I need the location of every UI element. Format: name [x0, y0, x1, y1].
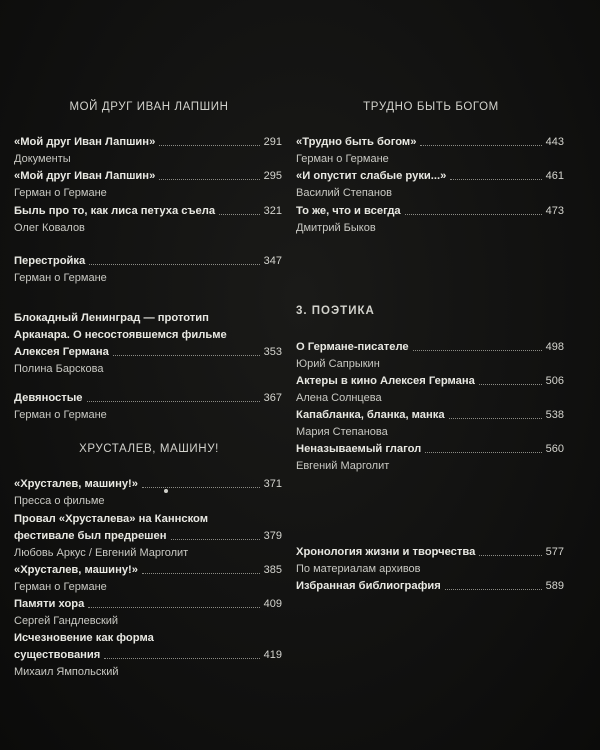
page-number: 291 [263, 136, 282, 148]
entry-author: Алена Солнцева [296, 392, 382, 404]
page-number: 347 [263, 255, 282, 267]
page-number: 473 [545, 205, 564, 217]
page-number: 506 [545, 375, 564, 387]
page-number: 321 [263, 205, 282, 217]
entry-title: Памяти хора [14, 598, 85, 610]
section-title-poetika: 3. ПОЭТИКА [296, 305, 375, 317]
entry-title-line: Провал «Хрусталева» на Каннском [14, 513, 208, 525]
toc-entry[interactable] [14, 476, 282, 509]
toc-entry[interactable] [296, 373, 564, 406]
toc-entry[interactable] [14, 310, 282, 377]
entry-title: Актеры в кино Алексея Германа [296, 375, 475, 387]
entry-author: Герман о Германе [296, 153, 389, 165]
entry-author: Олег Ковалов [14, 222, 85, 234]
entry-title-line: Арканара. О несостоявшемся фильме [14, 329, 227, 341]
entry-author: Герман о Германе [14, 409, 107, 421]
toc-entry[interactable] [14, 203, 282, 236]
entry-author: Герман о Германе [14, 272, 107, 284]
page-number: 461 [545, 170, 564, 182]
page-number: 577 [545, 546, 564, 558]
entry-title: Перестройка [14, 255, 86, 267]
entry-title: То же, что и всегда [296, 205, 401, 217]
entry-title: Капабланка, бланка, манка [296, 409, 445, 421]
entry-author: Сергей Гандлевский [14, 615, 119, 627]
entry-title-line: Исчезновение как форма [14, 632, 154, 644]
section-title-trudno: ТРУДНО БЫТЬ БОГОМ [363, 101, 499, 113]
entry-author: Евгений Марголит [296, 460, 390, 472]
entry-title: «Хрусталев, машину!» [14, 478, 138, 490]
entry-author: По материалам архивов [296, 563, 421, 575]
entry-title: Неназываемый глагол [296, 443, 422, 455]
entry-title: О Германе-писателе [296, 341, 409, 353]
entry-title: Алексея Германа [14, 346, 109, 358]
entry-title: Быль про то, как лиса петуха съела [14, 205, 216, 217]
page-number: 560 [545, 443, 564, 455]
entry-author: Документы [14, 153, 71, 165]
toc-entry[interactable] [14, 630, 282, 680]
entry-title: существования [14, 649, 101, 661]
toc-entry[interactable] [296, 441, 564, 474]
section-title-lapshin: МОЙ ДРУГ ИВАН ЛАПШИН [69, 101, 229, 113]
toc-entry[interactable] [14, 253, 282, 286]
toc-entry[interactable] [14, 390, 282, 423]
entry-author: Полина Барскова [14, 363, 104, 375]
toc-entry[interactable] [296, 544, 564, 577]
entry-author: Пресса о фильме [14, 495, 105, 507]
page-number: 353 [263, 346, 282, 358]
page-number: 385 [263, 564, 282, 576]
page-number: 371 [263, 478, 282, 490]
page-number: 409 [263, 598, 282, 610]
entry-author: Юрий Сапрыкин [296, 358, 380, 370]
entry-title: «Хрусталев, машину!» [14, 564, 138, 576]
toc-entry[interactable] [296, 168, 564, 201]
entry-title: фестивале был предрешен [14, 530, 167, 542]
entry-author: Герман о Германе [14, 581, 107, 593]
ink-dot [164, 489, 168, 493]
toc-entry[interactable] [14, 134, 282, 167]
entry-author: Дмитрий Быков [296, 222, 376, 234]
entry-author: Михаил Ямпольский [14, 666, 119, 678]
page-number: 589 [545, 580, 564, 592]
toc-entry[interactable] [296, 578, 564, 594]
toc-entry[interactable] [296, 407, 564, 440]
page-number: 295 [263, 170, 282, 182]
toc-entry[interactable] [296, 203, 564, 236]
page-number: 443 [545, 136, 564, 148]
entry-author: Герман о Германе [14, 187, 107, 199]
toc-entry[interactable] [296, 339, 564, 372]
page-number: 538 [545, 409, 564, 421]
entry-author: Любовь Аркус / Евгений Марголит [14, 547, 189, 559]
entry-title: «Мой друг Иван Лапшин» [14, 136, 156, 148]
toc-entry[interactable] [14, 168, 282, 201]
entry-title: Девяностые [14, 392, 83, 404]
entry-title: «И опустит слабые руки...» [296, 170, 447, 182]
entry-title-line: Блокадный Ленинград — прототип [14, 312, 209, 324]
entry-title: «Трудно быть богом» [296, 136, 417, 148]
page-number: 498 [545, 341, 564, 353]
page-number: 419 [263, 649, 282, 661]
entry-author: Василий Степанов [296, 187, 392, 199]
page-number: 367 [263, 392, 282, 404]
entry-title: Хронология жизни и творчества [296, 546, 476, 558]
entry-author: Мария Степанова [296, 426, 388, 438]
entry-title: «Мой друг Иван Лапшин» [14, 170, 156, 182]
toc-entry[interactable] [14, 596, 282, 629]
toc-entry[interactable] [14, 562, 282, 595]
toc-entry[interactable] [296, 134, 564, 167]
toc-entry[interactable] [14, 511, 282, 561]
page-number: 379 [263, 530, 282, 542]
entry-title: Избранная библиография [296, 580, 441, 592]
section-title-khrustalev: ХРУСТАЛЕВ, МАШИНУ! [79, 443, 219, 455]
